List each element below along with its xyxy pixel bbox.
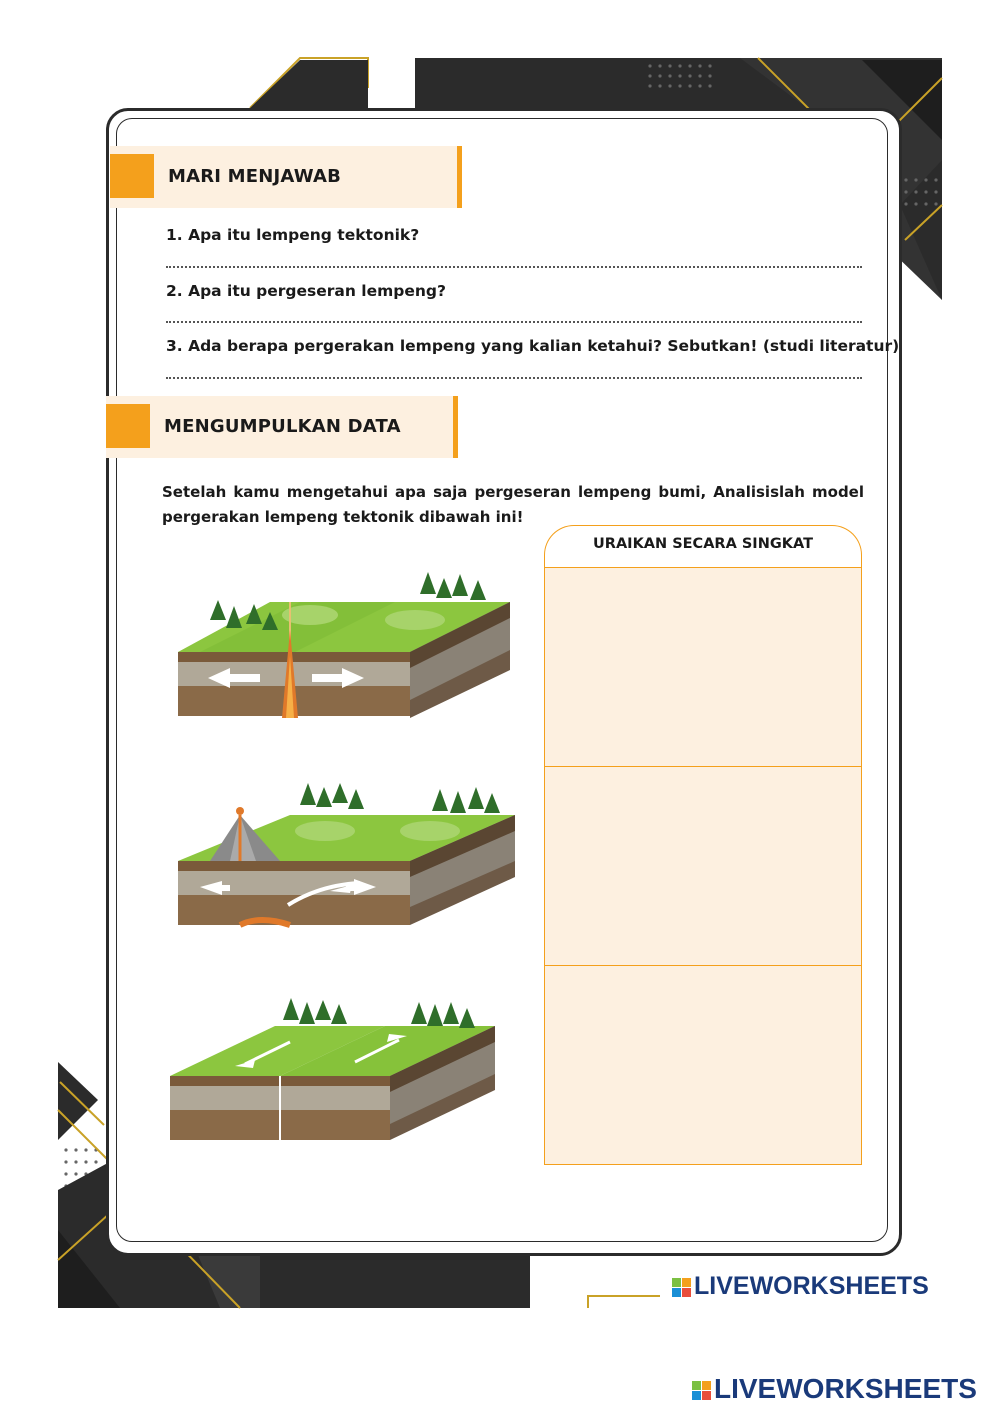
answer-line-1[interactable] [166, 266, 862, 268]
transform-plate-illustration [165, 990, 510, 1150]
section-title: MARI MENJAWAB [168, 166, 342, 187]
answer-panel [544, 525, 862, 1165]
section-header-tab [110, 154, 154, 198]
liveworksheets-footer-logo-icon [692, 1381, 712, 1401]
question-3: 3. Ada berapa pergerakan lempeng yang kalian ketahui? Sebutkan! (studi literatur) [166, 337, 900, 355]
question-2: 2. Apa itu pergeseran lempeng? [166, 282, 447, 300]
section-title: MENGUMPULKAN DATA [164, 416, 401, 437]
liveworksheets-logo-icon [672, 1278, 692, 1298]
answer-panel-header [544, 525, 862, 568]
answer-line-3[interactable] [166, 377, 862, 379]
section-header-mengumpulkan-data [106, 396, 458, 458]
section-header-edge [457, 146, 462, 208]
instruction-text: Setelah kamu mengetahui apa saja pergeseran lempeng bumi, Analisislah model pergerakan lempeng tektonik dibawah ini! [162, 483, 864, 526]
divergent-plate-illustration [170, 560, 520, 730]
brand-footer: LIVEWORKSHEETS [714, 1373, 977, 1404]
answer-panel-heading: URAIKAN SECARA SINGKAT [593, 536, 813, 552]
convergent-plate-illustration [170, 775, 530, 935]
answer-cell-2[interactable] [544, 766, 862, 966]
section-header-edge [453, 396, 458, 458]
answer-line-2[interactable] [166, 321, 862, 323]
answer-cell-3[interactable] [544, 965, 862, 1165]
brand-inner: LIVEWORKSHEETS [694, 1272, 929, 1300]
question-1: 1. Apa itu lempeng tektonik? [166, 226, 420, 244]
section-header-mari-menjawab [110, 146, 462, 208]
answer-cell-1[interactable] [544, 567, 862, 767]
section-header-tab [106, 404, 150, 448]
